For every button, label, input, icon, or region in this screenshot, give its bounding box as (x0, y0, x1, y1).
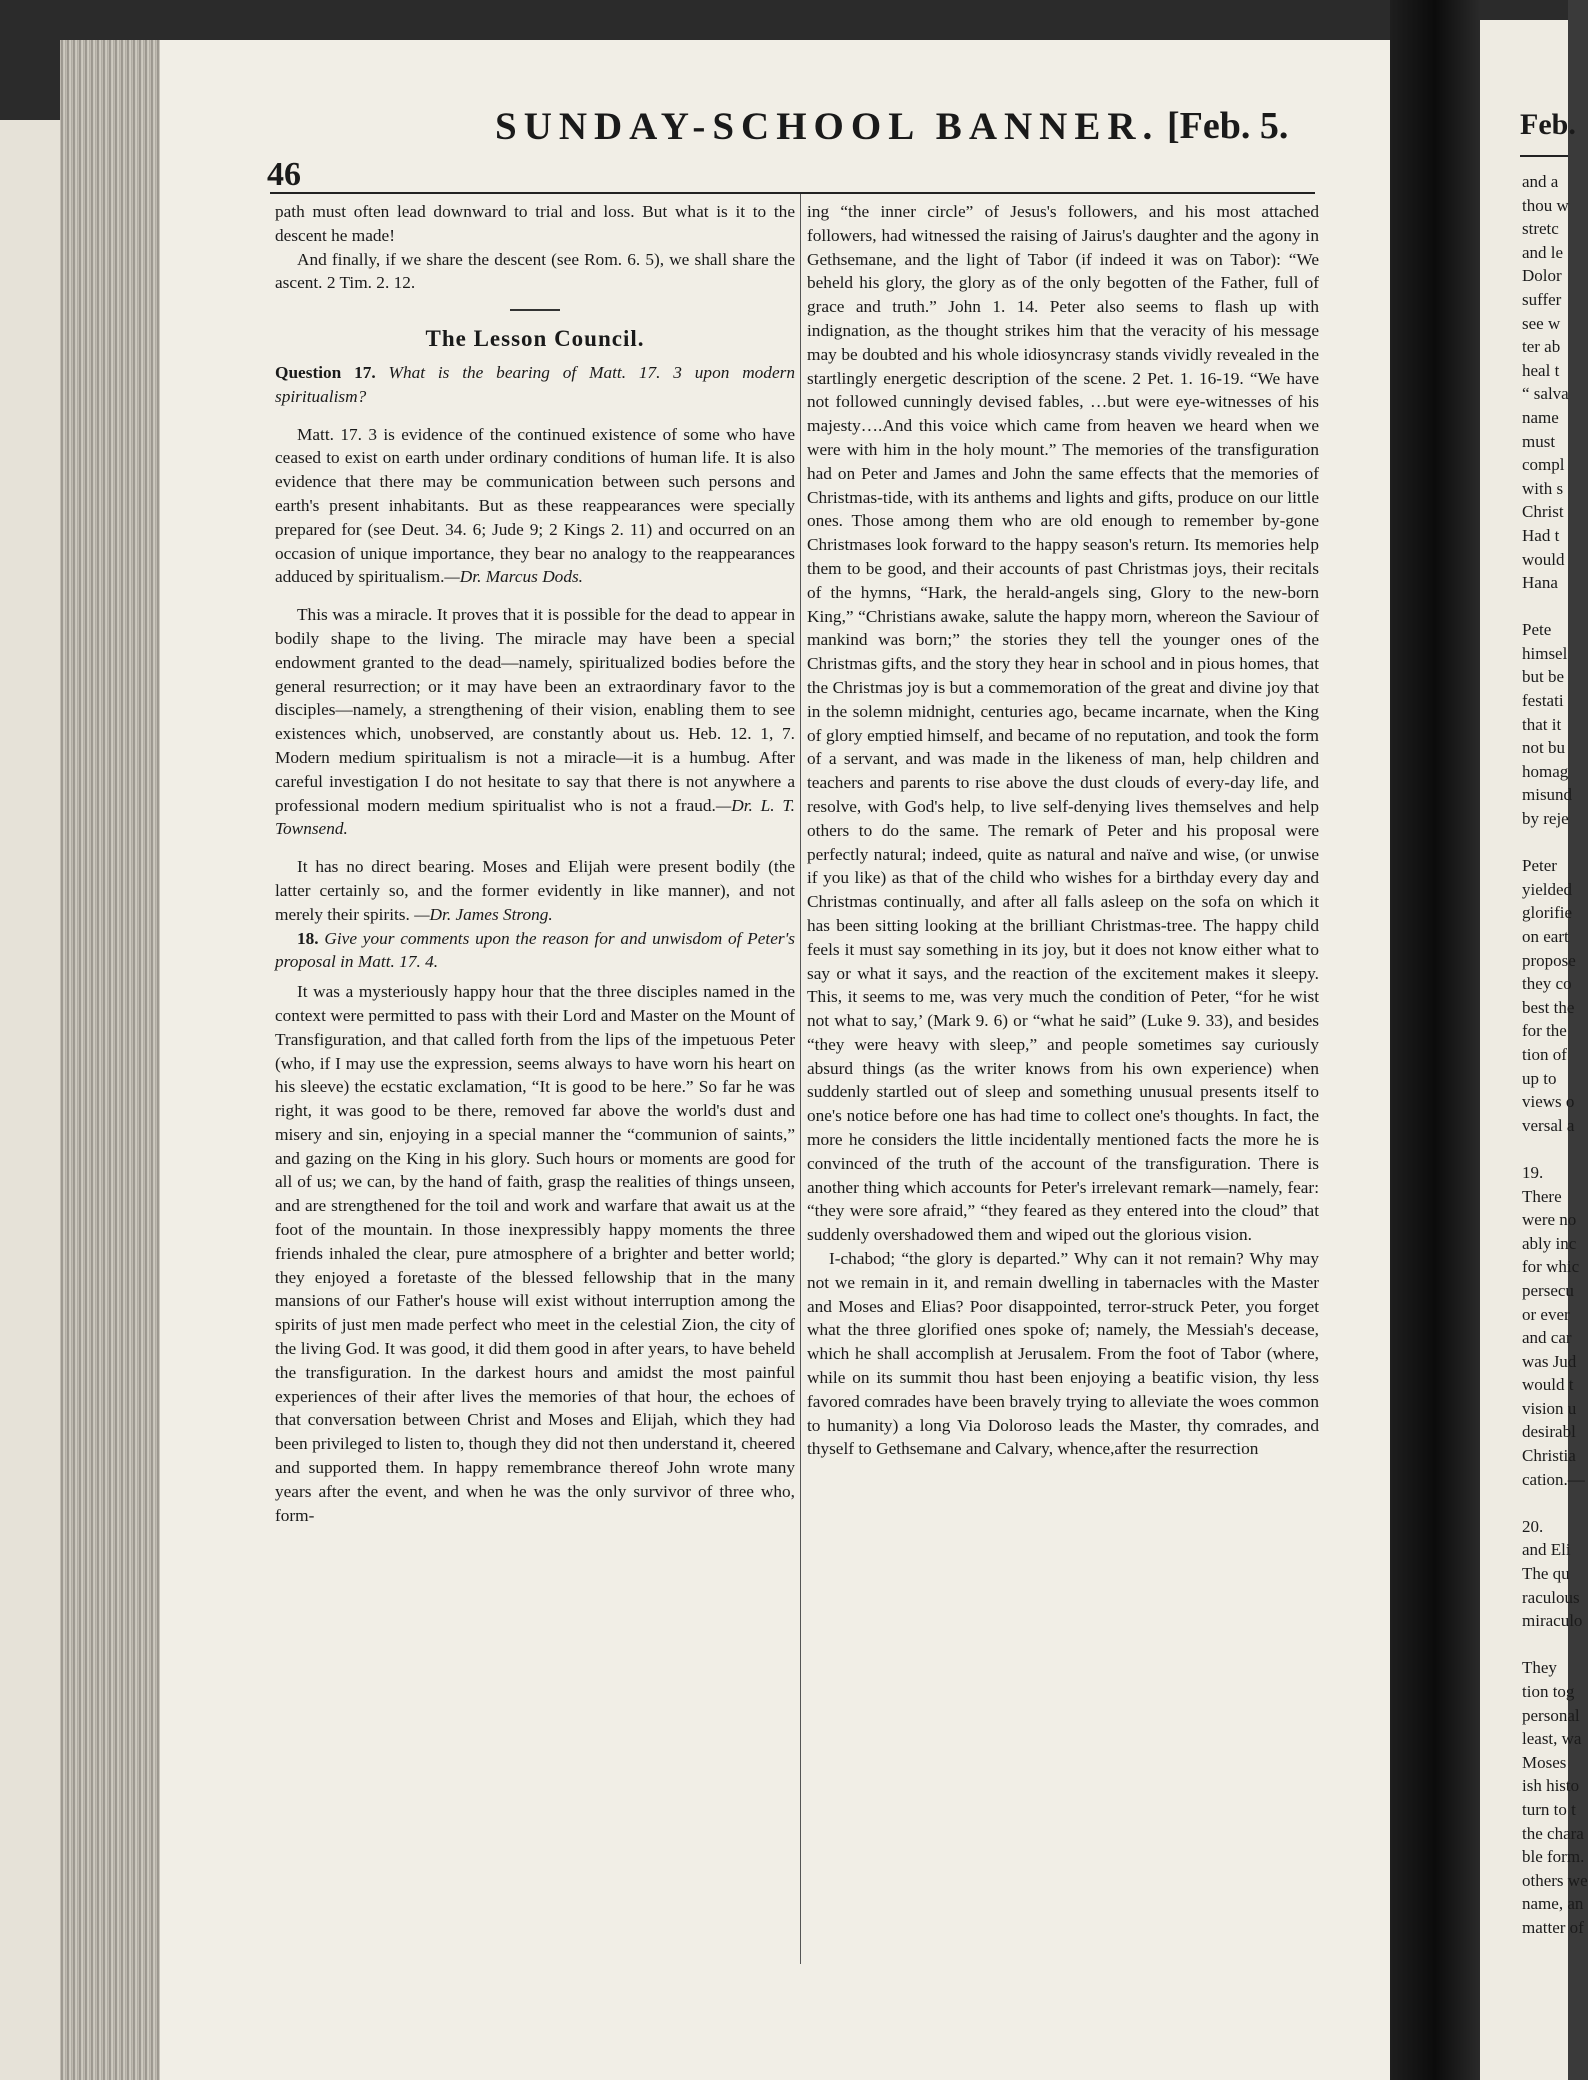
facing-page-line: glorifie (1522, 903, 1573, 923)
facing-page-line: “ salva (1522, 384, 1569, 404)
running-title: SUNDAY-SCHOOL BANNER. (495, 105, 1160, 148)
intro-paragraph: And finally, if we share the descent (see Rom. 6. 5), we shall share the ascent. 2 Tim. 2. 12. (275, 249, 795, 293)
facing-page-line: Had t (1522, 525, 1560, 545)
facing-page-line: vision u (1522, 1398, 1577, 1418)
facing-page-line: would t (1522, 1375, 1574, 1395)
answer-text: Matt. 17. 3 is evidence of the continued existence of some who have ceased to exist on earth under ordinary conditions of human life. It is also evidence that there may be communication between such persons and earth's present inhabitants. But as these reappearances were specially prepared for (see Deut. 34. 6; Jude 9; 2 Kings 2. 11) and occurred on an occasion of unique importance, they bear no analogy to the reappearances adduced by spiritualism. (275, 424, 795, 587)
answer-text: It has no direct bearing. Moses and Elijah were present bodily (the latter certainly so, and the former evidently in like manner), and not merely their spirits. (275, 857, 795, 924)
facing-page-line: Moses (1522, 1752, 1567, 1772)
right-column (807, 200, 1319, 1461)
facing-page-line: Dolor (1522, 266, 1562, 286)
answer-author: —Dr. James Strong. (414, 904, 553, 924)
facing-page-line: 19. (1522, 1162, 1544, 1182)
facing-page-line: see w (1522, 313, 1561, 333)
facing-page-header: Feb. (1520, 108, 1576, 141)
facing-page-line: They (1522, 1658, 1557, 1678)
facing-page-line: for whic (1522, 1257, 1580, 1277)
facing-page-line: for the (1522, 1021, 1567, 1041)
facing-page-line: views o (1522, 1092, 1575, 1112)
facing-page-line: that it (1522, 714, 1562, 734)
facing-page-line (1522, 595, 1588, 619)
facing-page-text (1522, 170, 1588, 1940)
facing-page-line: ably inc (1522, 1233, 1577, 1253)
facing-page-line: Pete (1522, 620, 1552, 640)
facing-page-line: thou w (1522, 195, 1569, 215)
facing-page-line: the chara (1522, 1823, 1584, 1843)
facing-page-line: was Jud (1522, 1351, 1577, 1371)
question-text: What is the bearing of Matt. 17. 3 upon modern spiritualism? (275, 362, 795, 406)
facing-page-line: personal (1522, 1705, 1580, 1725)
facing-page-line: name, an (1522, 1894, 1584, 1914)
facing-page-line: on eart (1522, 927, 1569, 946)
facing-page-line: stretc (1522, 219, 1559, 239)
header-rule (270, 192, 1315, 194)
facing-page-line: suffer (1522, 289, 1562, 309)
facing-page-rule (1520, 155, 1568, 157)
facing-page-line: name (1522, 407, 1559, 427)
facing-page-line: turn to t (1522, 1799, 1576, 1819)
intro-paragraph: path must often lead downward to trial and loss. But what is it to the descent he made! (275, 202, 795, 245)
facing-page-line: heal t (1522, 360, 1560, 380)
facing-page-line: and a (1522, 172, 1559, 191)
page-edges (60, 40, 160, 2080)
facing-page-line: but be (1522, 667, 1565, 687)
facing-page-line: desirabl (1522, 1422, 1576, 1442)
facing-page-line: homag (1522, 761, 1569, 781)
page-number: 46 (267, 156, 301, 193)
answer-paragraph: ing “the inner circle” of Jesus's followers, and his most attached followers, had witnessed the raising of Jairus's daughter and the agony in Gethsemane, and the light of Tabor (if indeed it was on Tabor): “We beheld his glory, the glory as of the only begotten of the Father, full of grace and truth.” John 1. 14. Peter also seems to flash up with indignation, as the thought strikes him that the veracity of his message may be doubted and his whole idiosyncrasy stands vividly revealed in the startlingly energetic description of the scene. 2 Pet. 1. 16-19. “We have not followed cunningly devised fables, …but were eye-witnesses of his majesty….And this voice which came from heaven we heard when we were with him in the holy mount.” The memories of the transfiguration had on Peter and James and John the same effects that the memories of Christmas-tide, with its anthems and lights and gifts, produce on our little ones. Those among them who are old enough to remember by-gone Christmases look forward to the happy season's return. Its memories help them to be good, and their accounts of past Christmas joys, their recitals of the hymns, “Hark, the herald-angels sing, Glory to the new-born King,” “Christians awake, salute the happy morn, whereon the Saviour of mankind was born;” the stories they tell the younger ones of the Christmas gifts, and the story they hear in school and in pious homes, that the Christmas joy is but a commemoration of the great and divine joy that in the solemn midnight, centuries ago, became incarnate, when the King of glory emptied himself, and became of no reputation, and took the form of a servant, and was made in the likeness of man, help children and teachers and parents to rise above the dust clouds of every-day life, and resolve, with God's help, to live self-denying lives themselves and help others to do the same. The remark of Peter and his proposal were perfectly natural; indeed, quite as natural and naïve and wise, (or unwise if you like) as that of the child who wishes for a birthday every day and Christmas continually, and after all falls asleep on the sofa on which it has been sitting looking at the brilliant Christmas-tree. The happy child feels it must say something in its joy, but it does not know either what to say or what it says, and the reaction of the excitement makes it sleepy. This, it seems to me, was very much the condition of Peter, “for he wist not what to say,’ (Mark 9. 6) or “what he said” (Luke 9. 33), and besides “they were heavy with sleep,” and people sometimes say curiously absurd things (as the writer knows from his own experience) when suddenly startled out of sleep and something unusual presents itself to one's notice before one has had time to collect one's thoughts. In fact, the more he considers the little incidentally mentioned facts the more he is convinced of the truth of the account of the transfiguration. There is another thing which accounts for Peter's irrelevant remark—namely, fear: “they were sore afraid,” “they feared as they entered into the cloud” that suddenly overshadowed them and wiped out the glorious vision. (807, 202, 1319, 1245)
facing-page-line: miraculo (1522, 1611, 1583, 1631)
answer-paragraph (275, 603, 795, 841)
page-header (267, 104, 1317, 193)
facing-page-line: and Eli (1522, 1540, 1571, 1560)
facing-page-line (1522, 1633, 1588, 1657)
facing-page-line: cation.— (1522, 1469, 1585, 1489)
facing-page-line: matter of (1522, 1917, 1584, 1937)
facing-page-line: persecu (1522, 1280, 1574, 1300)
facing-page-line: propose (1522, 950, 1576, 970)
facing-page-line (1522, 1491, 1588, 1515)
facing-page-line: ble form. (1522, 1847, 1585, 1867)
facing-page-line: they co (1522, 974, 1572, 994)
facing-page-line: tion tog (1522, 1682, 1575, 1701)
question-number: Question 17. (275, 362, 376, 382)
facing-page-line: by reje (1522, 809, 1569, 829)
section-title: The Lesson Council. (425, 326, 645, 352)
facing-page-line: The qu (1522, 1564, 1570, 1584)
question-text: Give your comments upon the reason for and unwisdom of Peter's proposal in Matt. 17. 4. (275, 928, 796, 972)
facing-page-line: with s (1522, 478, 1564, 498)
facing-page-line: and le (1522, 242, 1564, 262)
answer-text: This was a miracle. It proves that it is possible for the dead to appear in bodily shape to the living. The miracle may have been a special endowment granted to the dead—namely, spiritualized bodies before the general resurrection; or it may have been an extraordinary favor to the disciples—namely, a strengthening of their vision, enabling them to see existences which, unobserved, are constantly about us. Heb. 12. 1, 7. Modern medium spiritualism is not a miracle—it is a humbug. After careful investigation I do not hesitate to say that there is not anywhere a professional modern medium spiritualist who is not a fraud. (275, 605, 795, 815)
question-number: 18. (297, 928, 319, 948)
facing-page-line: 20. (1522, 1516, 1544, 1536)
column-divider (800, 194, 801, 1964)
facing-page-line: must (1522, 431, 1556, 451)
section-divider (510, 309, 560, 311)
facing-page-line: ish histo (1522, 1776, 1580, 1796)
facing-page-line: or ever (1522, 1304, 1570, 1324)
facing-page-line: Christ (1522, 502, 1564, 522)
question-18 (275, 927, 795, 975)
answer-paragraph: It was a mysteriously happy hour that the three disciples named in the context were permitted to pass with their Lord and Master on the Mount of Transfiguration, and that called forth from the lips of the impetuous Peter (who, if I may use the expression, seems always to have worn his heart on his sleeve) the ecstatic exclamation, “It is good to be here.” So far he was right, it was good to be there, removed far above the world's dust and misery and sin, enjoying in a special manner the “communion of saints,” and gazing on the King in his glory. Such hours or moments are good for all of us; we can, by the hand of faith, grasp the realities of things unseen, and are strengthened for the toil and work and warfare that await us at the foot of the mountain. In those inexpressibly happy moments the three friends inhaled the clear, pure atmosphere of a brighter and better world; they enjoyed a foretaste of the blessed fellowship that in the many mansions of our Father's house will exist without interruption among the spirits of just men made perfect who meet in the celestial Zion, the city of the living God. It was good, it did them good in after years, to have beheld the transfiguration. In the darkest hours and amidst the most painful experiences of their after lives the memories of that hour, the echoes of that conversation between Christ and Moses and Elijah, which they had been privileged to listen to, though they did not then understand it, cheered and supported them. In happy remembrance thereof John wrote many years after the event, and when he was the only survivor of three who, form- (275, 982, 795, 1525)
facing-page-line: tion of (1522, 1044, 1567, 1064)
facing-page-fragment (1480, 20, 1588, 2080)
facing-page-line: There (1522, 1186, 1562, 1206)
answer-author: —Dr. L. T. Townsend. (275, 795, 795, 839)
facing-page-line (1522, 1137, 1588, 1161)
facing-page-line: not bu (1522, 738, 1565, 758)
facing-page-line: up to (1522, 1068, 1557, 1088)
facing-page-line: would (1522, 549, 1565, 569)
answer-paragraph (275, 855, 795, 926)
facing-page-line: versal a (1522, 1115, 1575, 1135)
facing-page-line: and car (1522, 1328, 1572, 1348)
left-column (275, 200, 795, 1527)
left-margin-background (0, 120, 60, 2080)
facing-page-line: others we (1522, 1870, 1588, 1890)
answer-author: —Dr. Marcus Dods. (444, 567, 583, 587)
facing-page-line: ter ab (1522, 337, 1561, 357)
facing-page-line (1522, 831, 1588, 855)
facing-page-line: raculous (1522, 1587, 1580, 1607)
question-17 (275, 361, 795, 409)
facing-page-line: were no (1522, 1210, 1577, 1230)
facing-page-line: least, wa (1522, 1729, 1582, 1749)
facing-page-line: Hana (1522, 573, 1558, 593)
issue-date: [Feb. 5. (1167, 105, 1289, 147)
facing-page-line: himsel (1522, 643, 1568, 663)
facing-page-line: yielded (1522, 879, 1573, 899)
facing-page-line: festati (1522, 691, 1564, 711)
facing-page-line: misund (1522, 785, 1573, 805)
answer-paragraph: I-chabod; “the glory is departed.” Why can it not remain? Why may not we remain in it, and remain dwelling in tabernacles with the Master and Moses and Elias? Poor disappointed, terror-struck Peter, you forget what the three glorified ones spoke of; namely, the Messiah's decease, which he shall accomplish at Jerusalem. From the foot of Tabor (where, while on its summit thou hast been enjoying a beatific vision, thy less favored comrades have been bravely trying to alleviate the woes common to humanity) a long Via Doloroso leads the Master, thy comrades, and thyself to Gethsemane and Calvary, whence,after the resurrection (807, 1249, 1319, 1459)
facing-page-line: Christia (1522, 1446, 1576, 1466)
facing-page-line: Peter (1522, 856, 1557, 876)
facing-page-line: best the (1522, 997, 1575, 1017)
facing-page-line: compl (1522, 455, 1565, 475)
book-spine-shadow (1390, 0, 1480, 2080)
answer-paragraph (275, 423, 795, 590)
